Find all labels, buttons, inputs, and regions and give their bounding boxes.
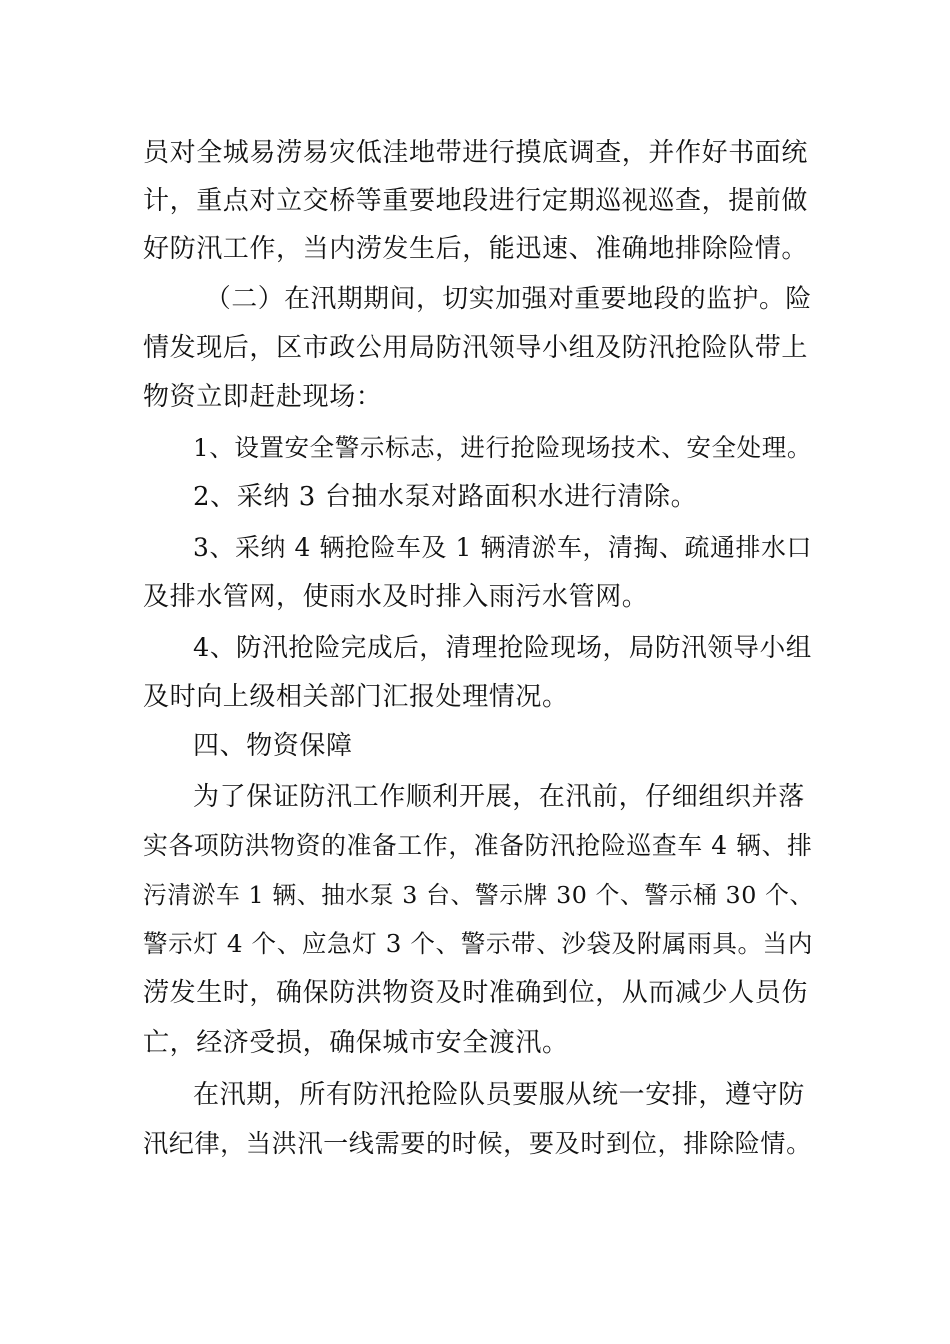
text-line: 涝发生时，确保防洪物资及时准确到位，从而减少人员伤 (143, 978, 809, 1008)
text-line: 物资立即赶赴现场： (143, 382, 383, 412)
text-line: 1、设置安全警示标志，进行抢险现场技术、安全处理。 (193, 433, 812, 462)
text-line: 警示灯 4 个、应急灯 3 个、警示带、沙袋及附属雨具。当内 (143, 929, 813, 958)
text-line: 好防汛工作，当内涝发生后，能迅速、准确地排除险情。 (143, 234, 809, 264)
text-line: 2、采纳 3 台抽水泵对路面积水进行清除。 (193, 482, 698, 512)
text-line: 4、防汛抢险完成后，清理抢险现场，局防汛领导小组 (193, 633, 812, 663)
text-line: 及排水管网，使雨水及时排入雨污水管网。 (143, 582, 649, 612)
text-line: （二）在汛期期间，切实加强对重要地段的监护。险 (205, 284, 812, 314)
text-line: 情发现后，区市政公用局防汛领导小组及防汛抢险队带上 (143, 333, 809, 363)
text-line: 在汛期，所有防汛抢险队员要服从统一安排，遵守防 (193, 1080, 805, 1110)
text-line: 员对全城易涝易灾低洼地带进行摸底调查，并作好书面统 (143, 138, 809, 168)
text-line: 污清淤车 1 辆、抽水泵 3 台、警示牌 30 个、警示桶 30 个、 (143, 881, 814, 909)
text-line: 3、采纳 4 辆抢险车及 1 辆清淤车，清掏、疏通排水口 (193, 533, 813, 562)
text-line: 为了保证防汛工作顺利开展，在汛前，仔细组织并落 (193, 782, 805, 812)
text-line: 计，重点对立交桥等重要地段进行定期巡视巡查，提前做 (143, 186, 809, 216)
text-line: 实各项防洪物资的准备工作，准备防汛抢险巡查车 4 辆、排 (143, 831, 813, 860)
text-line: 亡，经济受损，确保城市安全渡汛。 (143, 1028, 569, 1058)
text-line: 及时向上级相关部门汇报处理情况。 (143, 682, 569, 712)
section-heading: 四、物资保障 (193, 731, 353, 761)
text-line: 汛纪律，当洪汛一线需要的时候，要及时到位，排除险情。 (143, 1129, 812, 1158)
